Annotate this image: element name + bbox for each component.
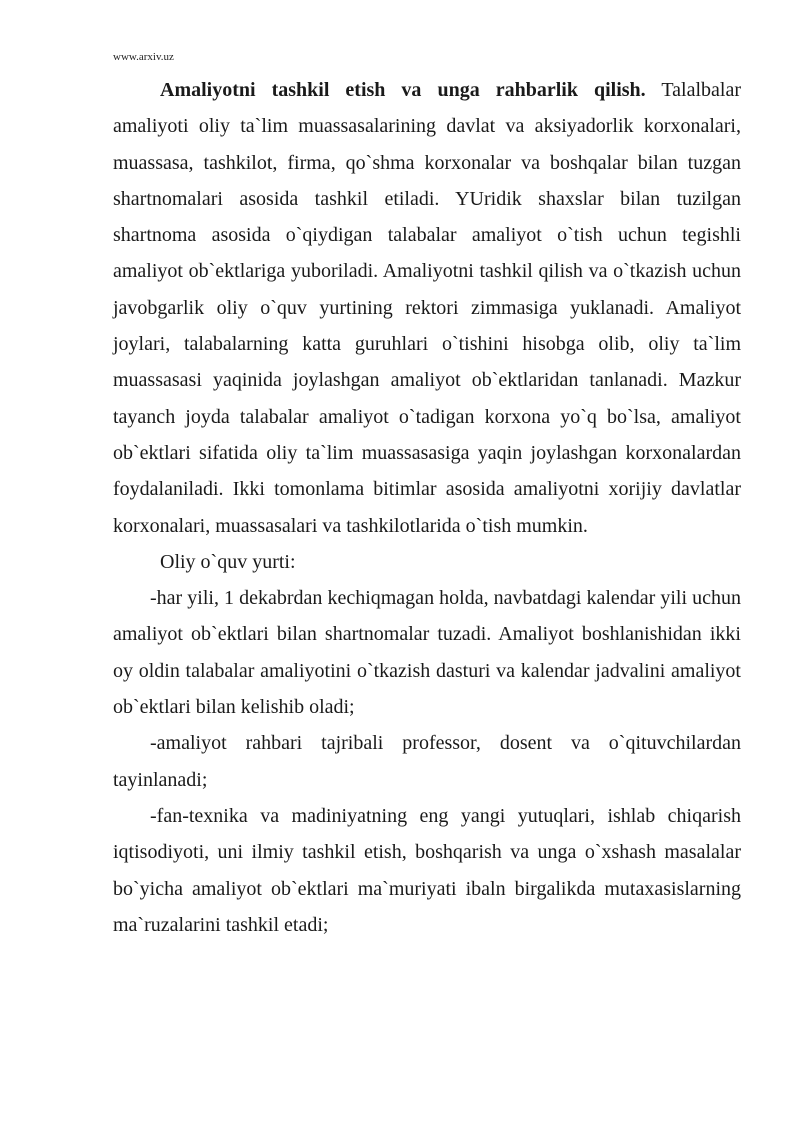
list-item: -amaliyot rahbari tajribali professor, dosent va o`qituvchilardan tayinlanadi; <box>113 732 741 791</box>
paragraph-university: Oliy o`quv yurti: <box>160 550 296 573</box>
document-body <box>113 72 741 943</box>
header-url: www.arxiv.uz <box>113 51 174 63</box>
section-heading: Amaliyotni tashkil etish va unga rahbarlik qilish. <box>160 79 646 101</box>
list-item: -fan-texnika va madiniyatning eng yangi yutuqlari, ishlab chiqarish iqtisodiyoti, uni ilmiy tashkil etish, boshqarish va unga o`xshash masalalar bo`yicha amaliyot ob`ektlari ma`muriyati ibaln birgalikda mutaxasislarning ma`ruzalarini tashkil etadi; <box>113 804 741 936</box>
paragraph-intro <box>113 72 741 544</box>
list-item: -har yili, 1 dekabrdan kechiqmagan holda, navbatdagi kalendar yili uchun amaliyot ob`ektlari bilan shartnomalar tuzadi. Amaliyot boshlanishidan ikki oy oldin talabalar amaliyotini o`tkazish dasturi va kalendar jadvalini amaliyot ob`ektlari bilan kelishib oladi; <box>113 587 741 719</box>
paragraph-intro-text: Talalbalar amaliyoti oliy ta`lim muassasalarining davlat va aksiyadorlik korxonalari, muassasa, tashkilot, firma, qo`shma korxonalar va boshqalar bilan tuzgan shartnomalari asosida tashkil etiladi. YUridik shaxslar bilan tuzilgan shartnoma asosida o`qiydigan talabalar amaliyot o`tish uchun tegishli amaliyot ob`ektlariga yuboriladi. Amaliyotni tashkil qilish va o`tkazish uchun javobgarlik oliy o`quv yurtining rektori zimmasiga yuklanadi. Amaliyot joylari, talabalarning katta guruhlari o`tishini hisobga olib, oliy ta`lim muassasasi yaqinida joylashgan amaliyot ob`ektlaridan tanlanadi. Mazkur tayanch joyda talabalar amaliyot o`tadigan korxona yo`q bo`lsa, amaliyot ob`ektlari sifatida oliy ta`lim muassasasiga yaqin joylashgan korxonalardan foydalaniladi. Ikki tomonlama bitimlar asosida amaliyotni xorijiy davlatlar korxonalari, muassasalari va tashkilotlarida o`tish mumkin. <box>113 79 742 537</box>
